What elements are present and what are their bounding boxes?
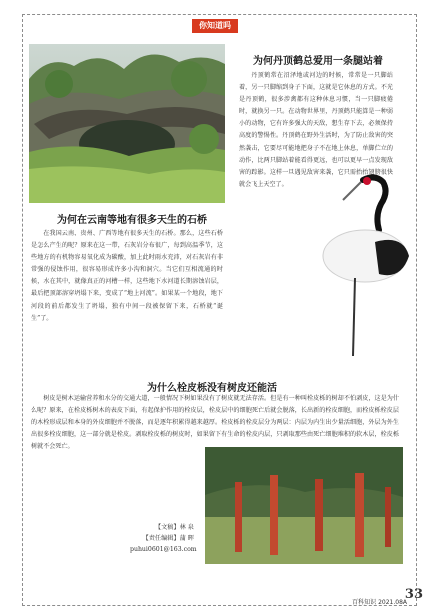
author-credit: 【文稿】林 泉: [154, 524, 194, 531]
editor-email: puhui0601@163.com: [130, 546, 197, 553]
editor-credit: 【责任编辑】蒲 晖: [142, 535, 194, 542]
page-number: 33: [404, 587, 423, 602]
bridge-title: 为何在云南等地有很多天生的石桥: [57, 215, 207, 226]
bridge-paragraph: 在我国云南、贵州、广西等地有很多天生的石桥。那么，这些石桥是怎么产生的呢？原来在这一带，石灰岩分布很广，每到高温季节，这些地方的有机物容易氧化成为碳酸，加上此时雨水充沛，对石灰岩有非常强的侵蚀作用，很容易形成许多小沟和洞穴。当它们互相流通的时候，水在其中，就像真正的河槽一样，这些地下水河道长期溶蚀岩层，最后把顶部溶穿坍塌下来，变成了“地上河流”。如果某一个地段，地下河段的前后都发生了坍塌，独有中间一段被保留下来，石桥就“诞生”了。: [31, 230, 223, 322]
cork-title: 为什么栓皮栎没有树皮还能活: [147, 383, 277, 394]
cork-body-top: [31, 393, 399, 453]
cork-paragraph: 树皮是树木运输营养和水分的交通大道，一般情况下树如果没有了树皮就无法存活。但是有一种叫栓皮栎的树却不怕剥皮，这是为什么呢？原来，在栓皮栎树木的表皮下面，有起保护作用的栓皮层，栓皮层中的细胞死亡后就会脱落，长出新的栓皮细胞，而栓皮栎栓皮层的木栓形成层和本身的外皮细胞并不脱落，而是逐年积累得越来越厚。栓皮栎的栓皮层分为两层：内层为内生出少量活细胞，外层为外生出很多栓皮细胞，这一部分就是栓皮。剥取栓皮栎的树皮时，如果留下有生命的栓皮内层，只剥取那些由死亡细胞堆积的软木层，栓皮栎树就不会死亡。: [31, 395, 399, 451]
bridge-body: [31, 228, 223, 325]
journal-footer: 百科知识 2021.08A: [352, 599, 407, 606]
crane-paragraph: 丹顶鹤常在沼泽地或河边的时候，常常是一只脚站着，另一只脚缩到身子下面，这就是它休息的方式。不光是丹顶鹤，很多涉禽都有这种休息习惯，当一只脚疲倦时，就换另一只。在动物世界里，丹顶鹤只能算是一种弱小的动物，它有许多强大的天敌，想生存下去，必须保持高度的警惕性。丹顶鹤在野外生活时，为了防止敌害的突然袭击，它要尽可能地把身子不在地上休息，单脚伫立的动作，比两只脚站着能看得更远，也可以更早一点发现敌害的踪影。这样一旦遇见敌害来袭，它只需抬抬翅膀很快就会飞上天空了。: [239, 72, 393, 188]
credits: [130, 522, 197, 555]
stone-bridge-photo: [29, 44, 225, 203]
crane-image: [305, 170, 411, 360]
cork-tree-photo: [205, 447, 403, 564]
crane-title: 为何丹顶鹤总爱用一条腿站着: [253, 56, 383, 67]
section-badge: 你知道吗: [192, 19, 238, 33]
